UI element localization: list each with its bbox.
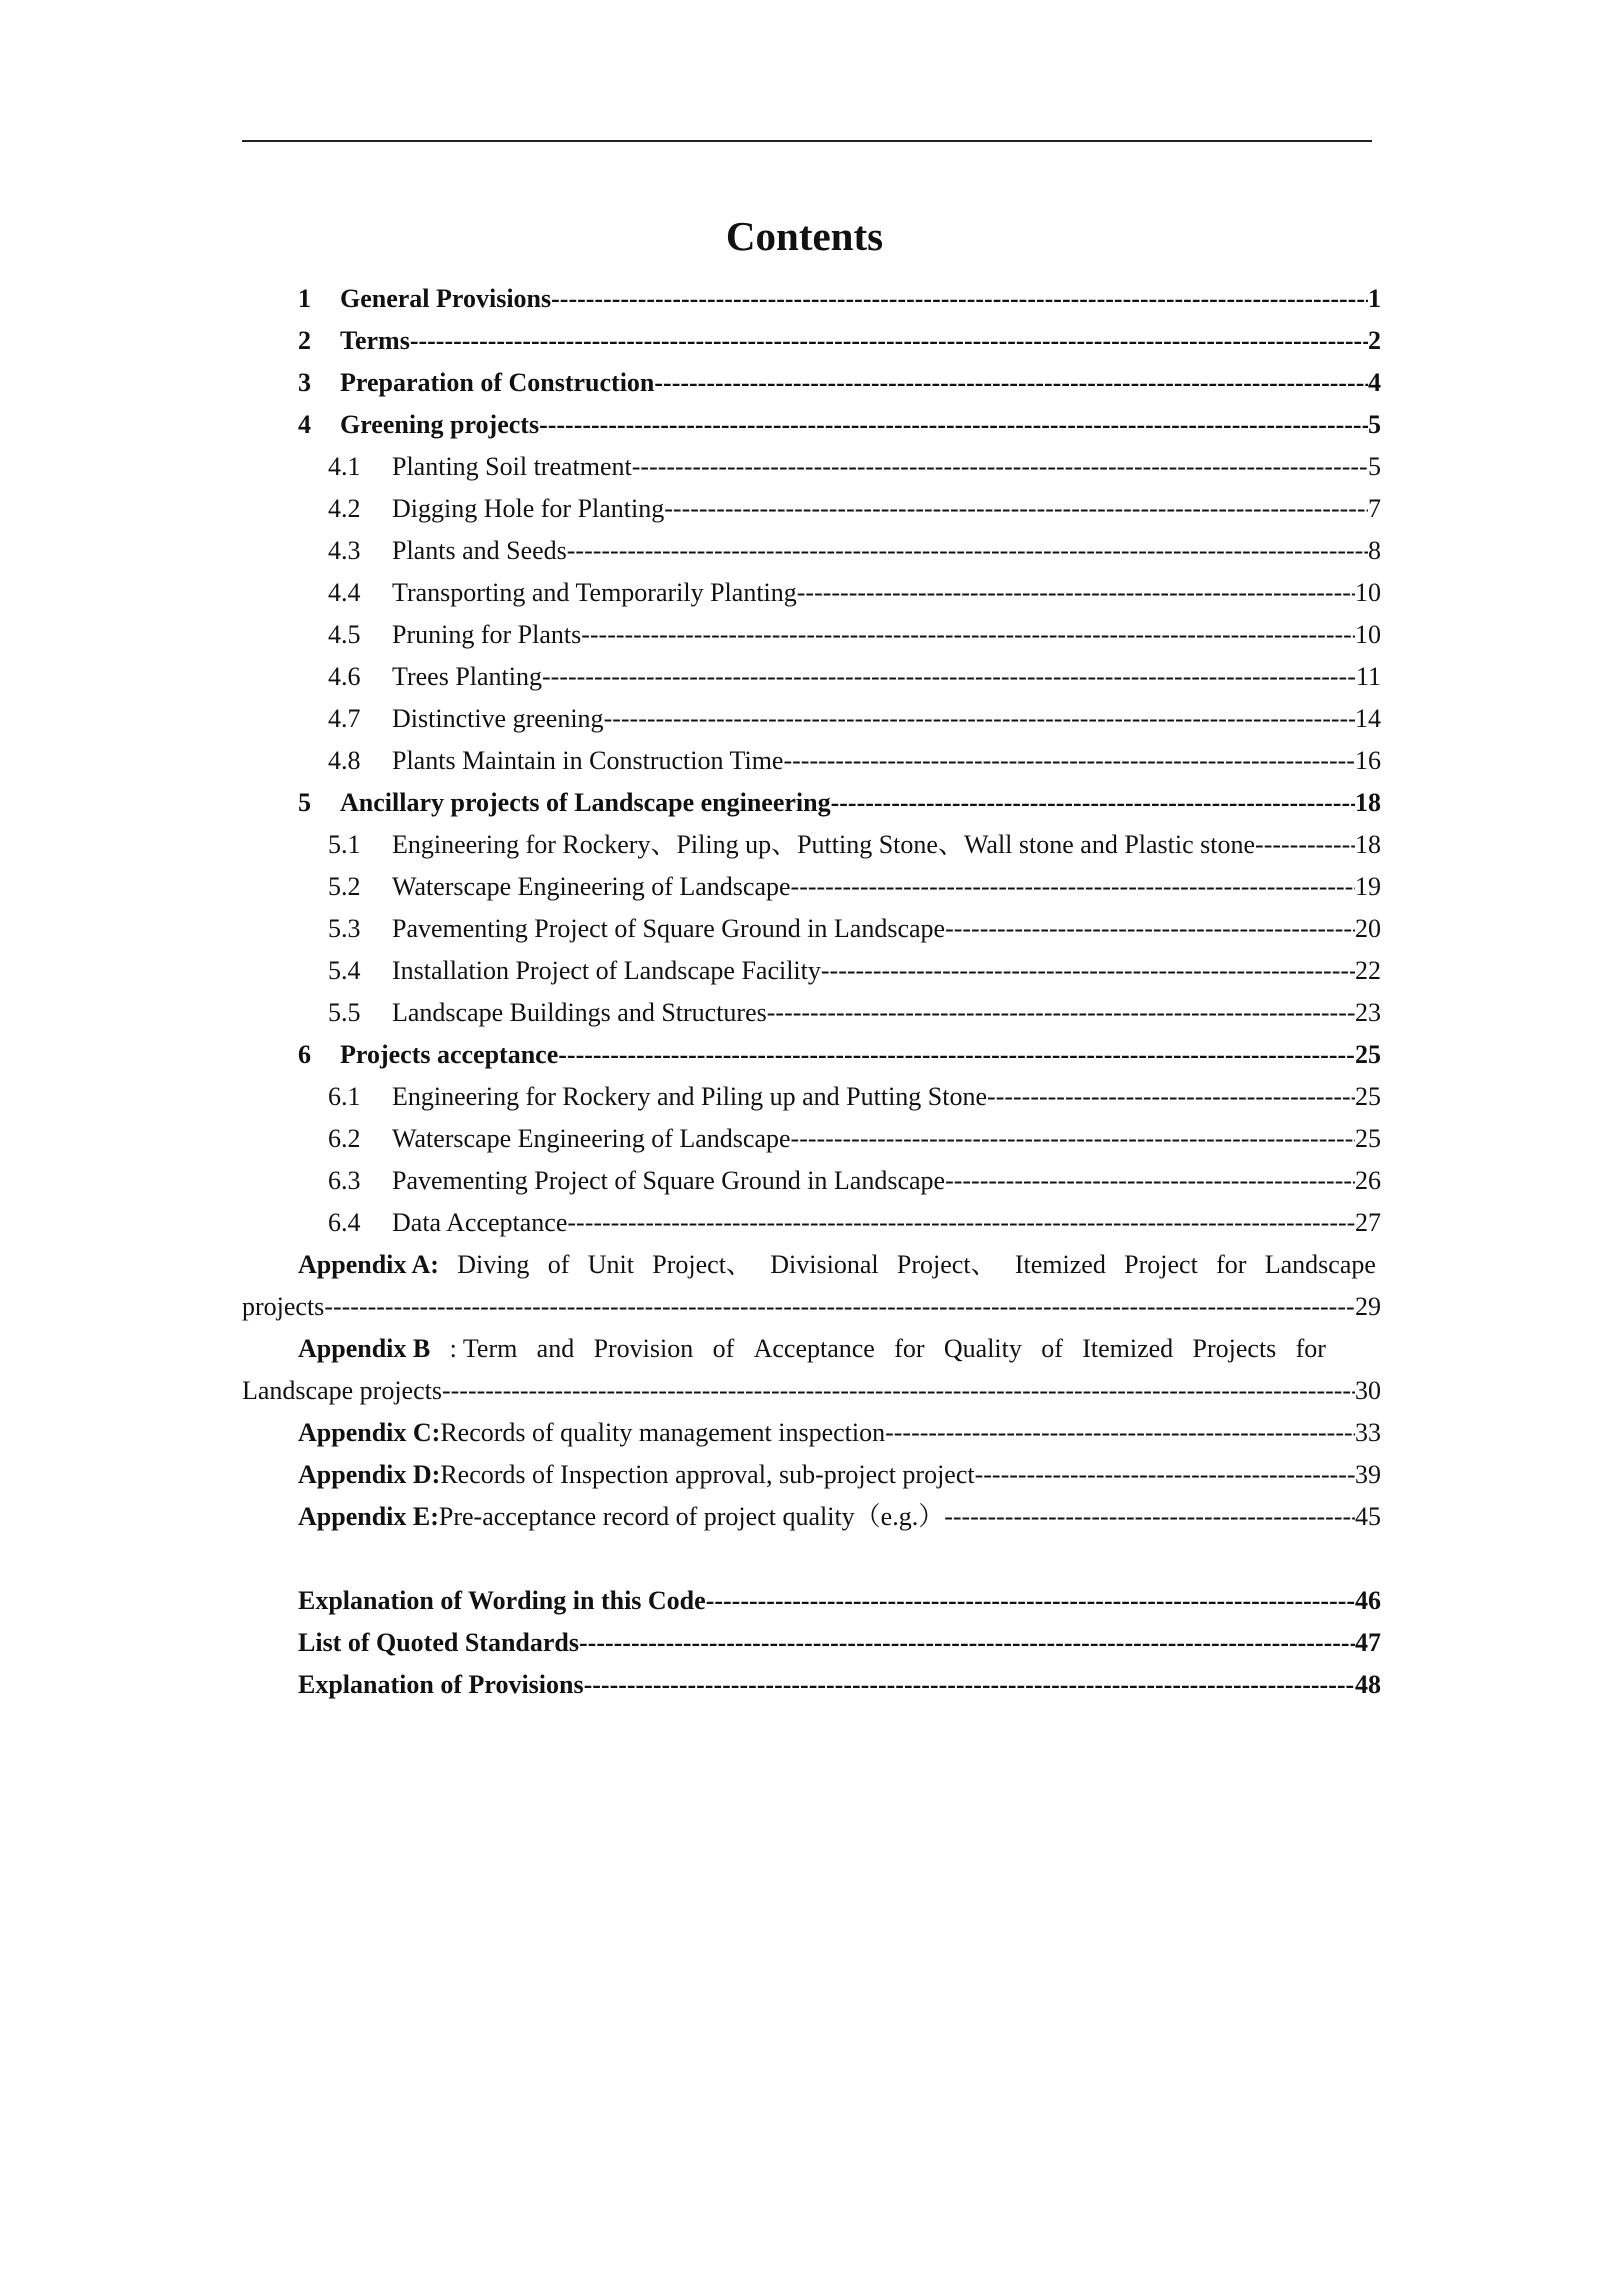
toc-page-number: 20 <box>1355 914 1381 943</box>
leader-dots <box>567 530 1368 572</box>
appendix-a-label: Appendix A: <box>298 1250 439 1279</box>
appendix-e-page: 45 <box>1355 1502 1381 1531</box>
toc-title: Pruning for Plants <box>392 620 582 649</box>
appendix-c-line[interactable] <box>298 1412 1381 1454</box>
toc-page-number: 10 <box>1355 620 1381 649</box>
page-title: Contents <box>725 213 884 259</box>
toc-title: Planting Soil treatment <box>392 452 632 481</box>
toc-page-number: 5 <box>1368 410 1381 439</box>
appendix-e-text: Pre-acceptance record of project quality（e.g.） <box>438 1502 945 1531</box>
appendix-b-continuation: Landscape projects <box>242 1376 442 1405</box>
appendix-c-page: 33 <box>1355 1418 1381 1447</box>
back-matter-standards[interactable] <box>298 1622 1381 1664</box>
toc-page-number: 1 <box>1368 284 1381 313</box>
toc-section-5-5[interactable] <box>328 992 1381 1034</box>
toc-number: 4.1 <box>328 452 361 481</box>
toc-title: Installation Project of Landscape Facility <box>392 956 821 985</box>
toc-title: Ancillary projects of Landscape engineering <box>340 788 831 817</box>
toc-number: 4.8 <box>328 746 361 775</box>
appendix-b-line2[interactable] <box>242 1370 1381 1412</box>
toc-number: 1 <box>298 284 311 313</box>
toc-section-4-7[interactable] <box>328 698 1381 740</box>
toc-number: 5.3 <box>328 914 361 943</box>
toc-page-number: 18 <box>1355 788 1381 817</box>
leader-dots <box>558 1034 1355 1076</box>
toc-number: 4.3 <box>328 536 361 565</box>
appendix-b-word: Acceptance <box>753 1334 875 1363</box>
appendix-b-word: Itemized <box>1082 1334 1174 1363</box>
toc-page-number: 25 <box>1355 1040 1381 1069</box>
toc-number: 5 <box>298 788 311 817</box>
appendix-b-word: Quality <box>943 1334 1022 1363</box>
toc-page-number: 10 <box>1355 578 1381 607</box>
toc-section-5-3[interactable] <box>328 908 1381 950</box>
appendix-a-word: Unit <box>587 1250 634 1279</box>
toc-section-4-3[interactable] <box>328 530 1381 572</box>
toc-title: Trees Planting <box>392 662 542 691</box>
toc-page-number: 16 <box>1355 746 1381 775</box>
toc-title: Digging Hole for Planting <box>392 494 665 523</box>
toc-title: General Provisions <box>340 284 552 313</box>
toc-title: Waterscape Engineering of Landscape <box>392 1124 791 1153</box>
appendix-a-page: 29 <box>1355 1292 1381 1321</box>
leader-dots <box>821 950 1355 992</box>
appendix-a-word: for <box>1216 1250 1247 1279</box>
appendix-b-word: : Term <box>449 1334 518 1363</box>
toc-chapter-1[interactable] <box>298 278 1381 320</box>
toc-title: Terms <box>340 326 410 355</box>
toc-number: 6.4 <box>328 1208 361 1237</box>
toc-title: Transporting and Temporarily Planting <box>392 578 797 607</box>
toc-title: Engineering for Rockery and Piling up and Putting Stone <box>392 1082 988 1111</box>
appendix-a-line2[interactable] <box>242 1286 1381 1328</box>
toc-number: 4.4 <box>328 578 361 607</box>
toc-number: 5.2 <box>328 872 361 901</box>
toc-number: 3 <box>298 368 311 397</box>
toc-title: Landscape Buildings and Structures <box>392 998 767 1027</box>
toc-title: Greening projects <box>340 410 540 439</box>
toc-page-number: 11 <box>1355 662 1381 691</box>
toc-number: 4.5 <box>328 620 361 649</box>
appendix-d-line[interactable] <box>298 1454 1381 1496</box>
appendix-b-word: of <box>712 1334 735 1363</box>
toc-section-6-4[interactable] <box>328 1202 1381 1244</box>
back-matter-provisions[interactable] <box>298 1664 1381 1706</box>
leader-dots <box>987 1076 1355 1118</box>
toc-number: 6.1 <box>328 1082 361 1111</box>
leader-dots <box>706 1580 1355 1622</box>
appendix-a-word: Diving <box>457 1250 530 1279</box>
leader-dots <box>783 740 1355 782</box>
toc-number: 5.4 <box>328 956 361 985</box>
toc-page-number: 25 <box>1355 1124 1381 1153</box>
leader-dots <box>324 1286 1355 1328</box>
leader-dots <box>831 782 1355 824</box>
leader-dots <box>1255 824 1355 866</box>
appendix-a-word: Project、 <box>652 1250 752 1279</box>
appendix-a-continuation: projects <box>242 1292 325 1321</box>
appendix-d-label: Appendix D: <box>298 1460 441 1489</box>
toc-page-number: 7 <box>1368 494 1381 523</box>
leader-dots <box>584 1664 1355 1706</box>
appendix-b-word: for <box>894 1334 925 1363</box>
toc-section-4-5[interactable] <box>328 614 1381 656</box>
toc-title: Engineering for Rockery、Piling up、Putting Stone、Wall stone and Plastic stone <box>392 830 1256 859</box>
toc-page-number: 26 <box>1355 1166 1381 1195</box>
toc-chapter-5[interactable] <box>298 782 1381 824</box>
toc-page-number: 19 <box>1355 872 1381 901</box>
appendix-a-word: Project <box>1124 1250 1198 1279</box>
appendix-c-text: Records of quality management inspection <box>440 1418 886 1447</box>
back-matter-title: List of Quoted Standards <box>298 1628 579 1657</box>
toc-title: Plants and Seeds <box>392 536 567 565</box>
toc-chapter-2[interactable] <box>298 320 1381 362</box>
toc-page-number: 27 <box>1355 1208 1381 1237</box>
toc-section-4-1[interactable] <box>328 446 1381 488</box>
toc-section-5-4[interactable] <box>328 950 1381 992</box>
appendix-a-word: Landscape <box>1264 1250 1376 1279</box>
toc-page-number: 8 <box>1368 536 1381 565</box>
appendix-b-word: for <box>1295 1334 1326 1363</box>
appendix-e-label: Appendix E: <box>298 1502 439 1531</box>
leader-dots <box>410 320 1368 362</box>
appendix-a-word: Project、 <box>896 1250 997 1279</box>
leader-dots <box>791 866 1355 908</box>
toc-page-number: 4 <box>1368 368 1381 397</box>
appendix-b-word: Projects <box>1192 1334 1277 1363</box>
toc-section-4-2[interactable] <box>328 488 1381 530</box>
leader-dots <box>945 1160 1355 1202</box>
appendix-a-line1[interactable] <box>298 1244 1376 1286</box>
appendix-d-page: 39 <box>1355 1460 1381 1489</box>
back-matter-title: Explanation of Provisions <box>298 1670 584 1699</box>
toc-title: Projects acceptance <box>340 1040 559 1069</box>
toc-number: 6.3 <box>328 1166 361 1195</box>
toc-number: 6.2 <box>328 1124 361 1153</box>
back-matter-page: 46 <box>1355 1586 1381 1615</box>
toc-page-number: 25 <box>1355 1082 1381 1111</box>
toc-section-6-2[interactable] <box>328 1118 1381 1160</box>
toc-number: 4.2 <box>328 494 361 523</box>
toc-section-5-1[interactable] <box>328 824 1381 866</box>
appendix-a-word: Divisional <box>770 1250 879 1279</box>
leader-dots <box>975 1454 1355 1496</box>
toc-title: Pavementing Project of Square Ground in Landscape <box>392 1166 946 1195</box>
back-matter-wording[interactable] <box>298 1580 1381 1622</box>
appendix-a-word: of <box>547 1250 570 1279</box>
appendix-b-label: Appendix B <box>298 1334 431 1363</box>
appendix-b-page: 30 <box>1355 1376 1381 1405</box>
toc-number: 2 <box>298 326 311 355</box>
toc-section-4-8[interactable] <box>328 740 1381 782</box>
toc-section-4-4[interactable] <box>328 572 1381 614</box>
appendix-e-line[interactable] <box>298 1496 1381 1538</box>
appendix-c-label: Appendix C: <box>298 1418 441 1447</box>
toc-number: 4.6 <box>328 662 361 691</box>
leader-dots <box>885 1412 1355 1454</box>
toc-number: 4 <box>298 410 311 439</box>
toc-title: Data Acceptance <box>392 1208 568 1237</box>
leader-dots <box>632 446 1368 488</box>
leader-dots <box>791 1118 1355 1160</box>
leader-dots <box>542 656 1356 698</box>
leader-dots <box>604 698 1355 740</box>
leader-dots <box>539 404 1368 446</box>
toc-section-6-1[interactable] <box>328 1076 1381 1118</box>
toc-section-4-6[interactable] <box>328 656 1381 698</box>
leader-dots <box>797 572 1355 614</box>
leader-dots <box>581 614 1355 656</box>
toc-section-6-3[interactable] <box>328 1160 1381 1202</box>
appendix-d-text: Records of Inspection approval, sub-project project <box>440 1460 975 1489</box>
leader-dots <box>664 488 1368 530</box>
toc-number: 5.1 <box>328 830 361 859</box>
appendix-b-word: of <box>1041 1334 1063 1363</box>
toc-title: Pavementing Project of Square Ground in Landscape <box>392 914 946 943</box>
toc-page-number: 14 <box>1355 704 1381 733</box>
leader-dots <box>442 1370 1355 1412</box>
toc-number: 4.7 <box>328 704 361 733</box>
toc-page-number: 22 <box>1355 956 1381 985</box>
back-matter-page: 47 <box>1355 1628 1381 1657</box>
appendix-b-line1[interactable] <box>298 1328 1326 1370</box>
leader-dots <box>579 1622 1355 1664</box>
leader-dots <box>551 278 1368 320</box>
toc-section-5-2[interactable] <box>328 866 1381 908</box>
toc-number: 6 <box>298 1040 311 1069</box>
appendix-b-word: and <box>536 1334 575 1363</box>
toc-page-number: 5 <box>1368 452 1381 481</box>
leader-dots <box>654 362 1368 404</box>
leader-dots <box>567 1202 1355 1244</box>
back-matter-page: 48 <box>1355 1670 1381 1699</box>
appendix-b-word: Provision <box>593 1334 694 1363</box>
back-matter-title: Explanation of Wording in this Code <box>298 1586 706 1615</box>
toc-chapter-4[interactable] <box>298 404 1381 446</box>
appendix-a-word: Itemized <box>1014 1250 1106 1279</box>
toc-title: Preparation of Construction <box>340 368 655 397</box>
toc-page-number: 18 <box>1355 830 1381 859</box>
toc-title: Distinctive greening <box>392 704 604 733</box>
toc-page-number: 23 <box>1355 998 1381 1027</box>
toc-title: Waterscape Engineering of Landscape <box>392 872 791 901</box>
leader-dots <box>944 1496 1355 1538</box>
toc-chapter-6[interactable] <box>298 1034 1381 1076</box>
toc-number: 5.5 <box>328 998 361 1027</box>
leader-dots <box>767 992 1355 1034</box>
toc-page-number: 2 <box>1368 326 1381 355</box>
toc-title: Plants Maintain in Construction Time <box>392 746 784 775</box>
leader-dots <box>945 908 1355 950</box>
toc-chapter-3[interactable] <box>298 362 1381 404</box>
